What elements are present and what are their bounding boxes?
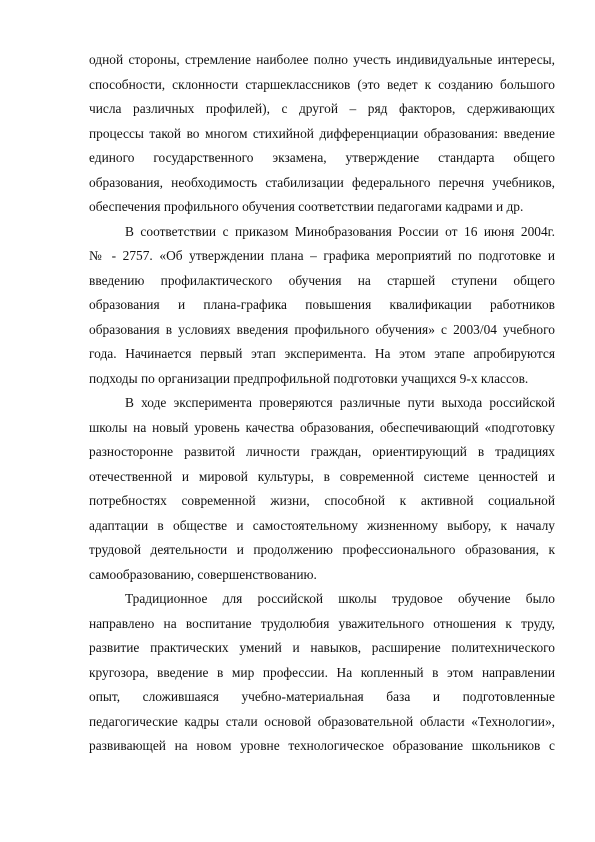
text-line: одной стороны, стремление наиболее полно учесть индивидуальные интересы,: [89, 52, 555, 67]
text-line: образования и плана-графика повышения квалификации работников: [89, 297, 555, 312]
text-line: № - 2757. «Об утверждении плана – графика мероприятий по подготовке и: [89, 248, 555, 263]
text-line: разносторонне развитой личности граждан, ориентирующий в традициях: [89, 444, 555, 459]
text-line: трудовой деятельности и продолжению профессионального образования, к: [89, 542, 555, 557]
text-line: образования в условиях введения профильного обучения» с 2003/04 учебного: [89, 321, 555, 337]
text-line: В ходе эксперимента проверяются различные пути выхода российской: [125, 395, 555, 410]
text-line: отечественной и мировой культуры, в современной системе ценностей и: [89, 468, 555, 484]
text-line: процессы такой во многом стихийной дифференциации образования: введение: [89, 125, 555, 141]
text-line: педагогические кадры стали основой образовательной области «Технологии»,: [89, 713, 555, 729]
text-line: года. Начинается первый этап эксперимента. На этом этапе апробируются: [89, 346, 555, 361]
text-line: Традиционное для российской школы трудовое обучение было: [125, 591, 555, 606]
text-line: образования, необходимость стабилизации федерального перечня учебников,: [89, 174, 555, 190]
text-line: числа различных профилей), с другой – ряд факторов, сдерживающих: [89, 101, 555, 116]
text-line: единого государственного экзамена, утверждение стандарта общего: [89, 150, 555, 165]
text-line: введению профилактического обучения на старшей ступени общего: [89, 272, 555, 288]
text-line: кругозора, введение в мир профессии. На копленный в этом направлении: [89, 664, 555, 680]
text-line: потребностях современной жизни, способной к активной социальной: [89, 493, 555, 508]
body-text: [89, 48, 555, 759]
text-line: школы на новый уровень качества образования, обеспечивающий «подготовку: [89, 419, 555, 435]
text-line: способности, склонности старшеклассников (это ведет к созданию большого: [89, 76, 555, 92]
text-line: обеспечения профильного обучения соответствии педагогами кадрами и др.: [89, 199, 524, 214]
text-line: развивающей на новом уровне технологическое образование школьников с: [89, 738, 555, 753]
text-line: адаптации в обществе и самостоятельному жизненному выбору, к началу: [89, 517, 555, 533]
text-line: развитие практических умений и навыков, расширение политехнического: [89, 640, 555, 655]
text-line: самообразованию, совершенствованию.: [89, 566, 317, 582]
text-line: направлено на воспитание трудолюбия уважительного отношения к труду,: [89, 615, 555, 631]
text-line: В соответствии с приказом Минобразования России от 16 июня 2004г.: [125, 223, 555, 239]
text-line: подходы по организации предпрофильной подготовки учащихся 9-х классов.: [89, 370, 529, 386]
text-line: опыт, сложившаяся учебно-материальная база и подготовленные: [89, 689, 555, 704]
